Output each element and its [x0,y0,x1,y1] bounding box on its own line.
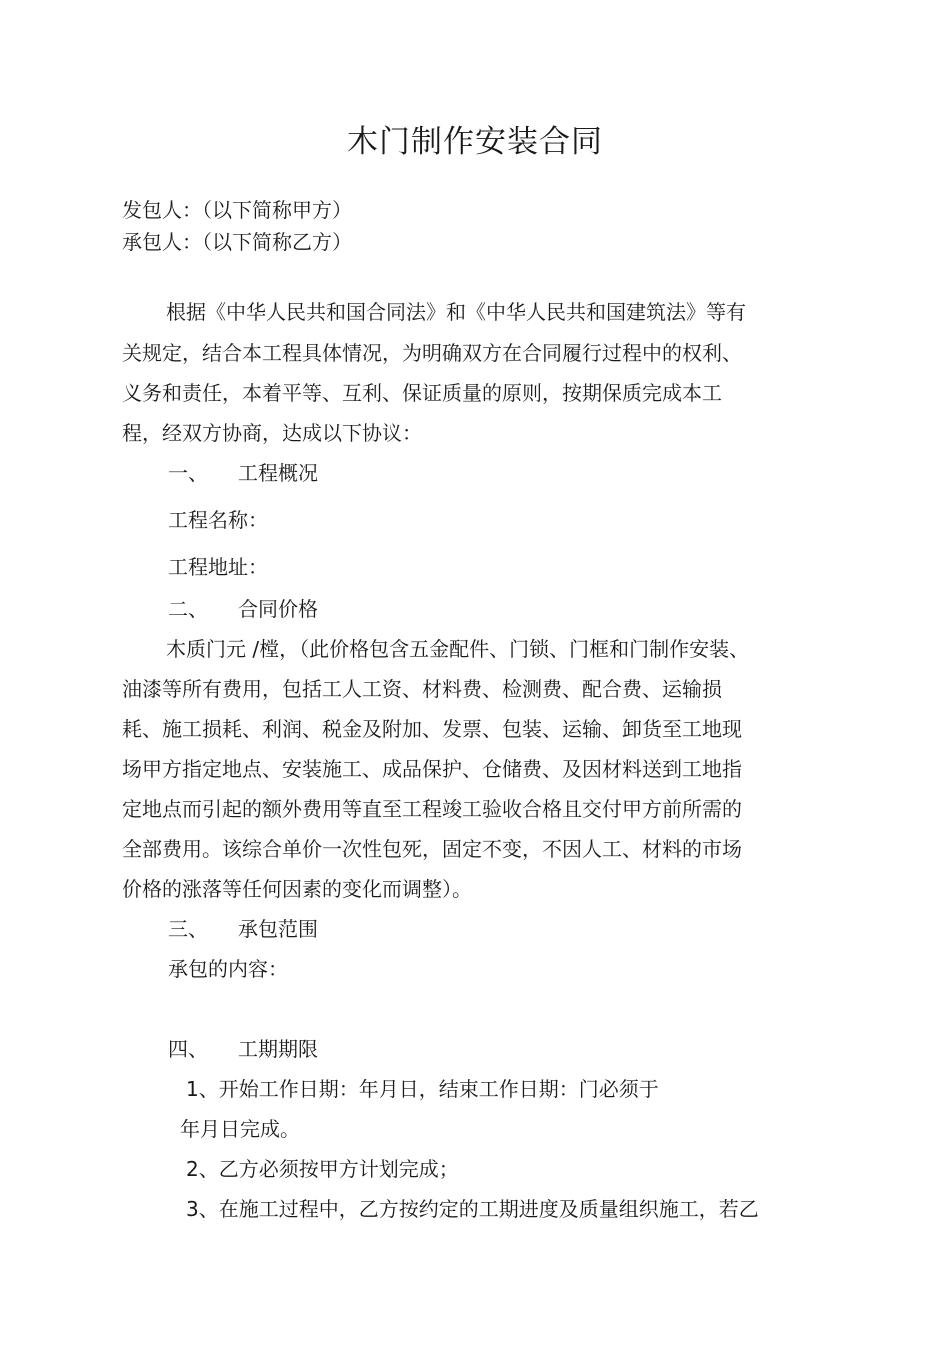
section-title: 承包范围 [238,917,318,941]
section-heading-3 [168,915,318,943]
intro-paragraph-line: 程，经双方协商，达成以下协议： [122,421,422,445]
price-paragraph-line: 价格的涨落等任何因素的变化而调整）。 [122,877,472,901]
document-title: 木门制作安装合同 [347,124,603,160]
section-heading-2 [168,595,318,623]
price-paragraph-line: 油漆等所有费用，包括工人工资、材料费、检测费、配合费、运输损 [122,677,722,701]
schedule-item-2: 2、乙方必须按甲方计划完成； [186,1157,459,1181]
section-number: 二、 [168,597,208,621]
project-address-field: 工程地址： [168,555,268,579]
price-paragraph-line: 场甲方指定地点、安装施工、成品保护、仓储费、及因材料送到工地指 [122,757,742,781]
price-paragraph-line: 耗、施工损耗、利润、税金及附加、发票、包装、运输、卸货至工地现 [122,717,742,741]
schedule-item-3: 3、在施工过程中，乙方按约定的工期进度及质量组织施工，若乙 [186,1197,759,1221]
intro-paragraph-line: 根据《中华人民共和国合同法》和《中华人民共和国建筑法》等有 [166,300,746,324]
section-title: 工程概况 [238,461,318,485]
price-paragraph-line: 定地点而引起的额外费用等直至工程竣工验收合格且交付甲方前所需的 [122,797,742,821]
price-paragraph-line: 全部费用。该综合单价一次性包死，固定不变，不因人工、材料的市场 [122,837,742,861]
project-name-field: 工程名称： [168,508,268,532]
schedule-item-1: 1、开始工作日期：年月日，结束工作日期：门必须于 [186,1077,659,1101]
intro-paragraph-line: 义务和责任，本着平等、互利、保证质量的原则，按期保质完成本工 [122,381,722,405]
section-number: 四、 [168,1037,208,1061]
section-title: 工期期限 [238,1037,318,1061]
section-number: 三、 [168,917,208,941]
scope-content-field: 承包的内容： [168,957,288,981]
intro-paragraph-line: 关规定，结合本工程具体情况，为明确双方在合同履行过程中的权利、 [122,341,742,365]
section-heading-4 [168,1035,318,1063]
price-paragraph-line: 木质门元 /樘，（此价格包含五金配件、门锁、门框和门制作安装、 [166,637,750,661]
party-a-line: 发包人：（以下简称甲方） [122,198,352,222]
section-title: 合同价格 [238,597,318,621]
section-heading-1 [168,459,318,487]
party-b-line: 承包人：（以下简称乙方） [122,230,352,254]
schedule-item-1-continued: 年月日完成。 [180,1117,300,1141]
section-number: 一、 [168,461,208,485]
